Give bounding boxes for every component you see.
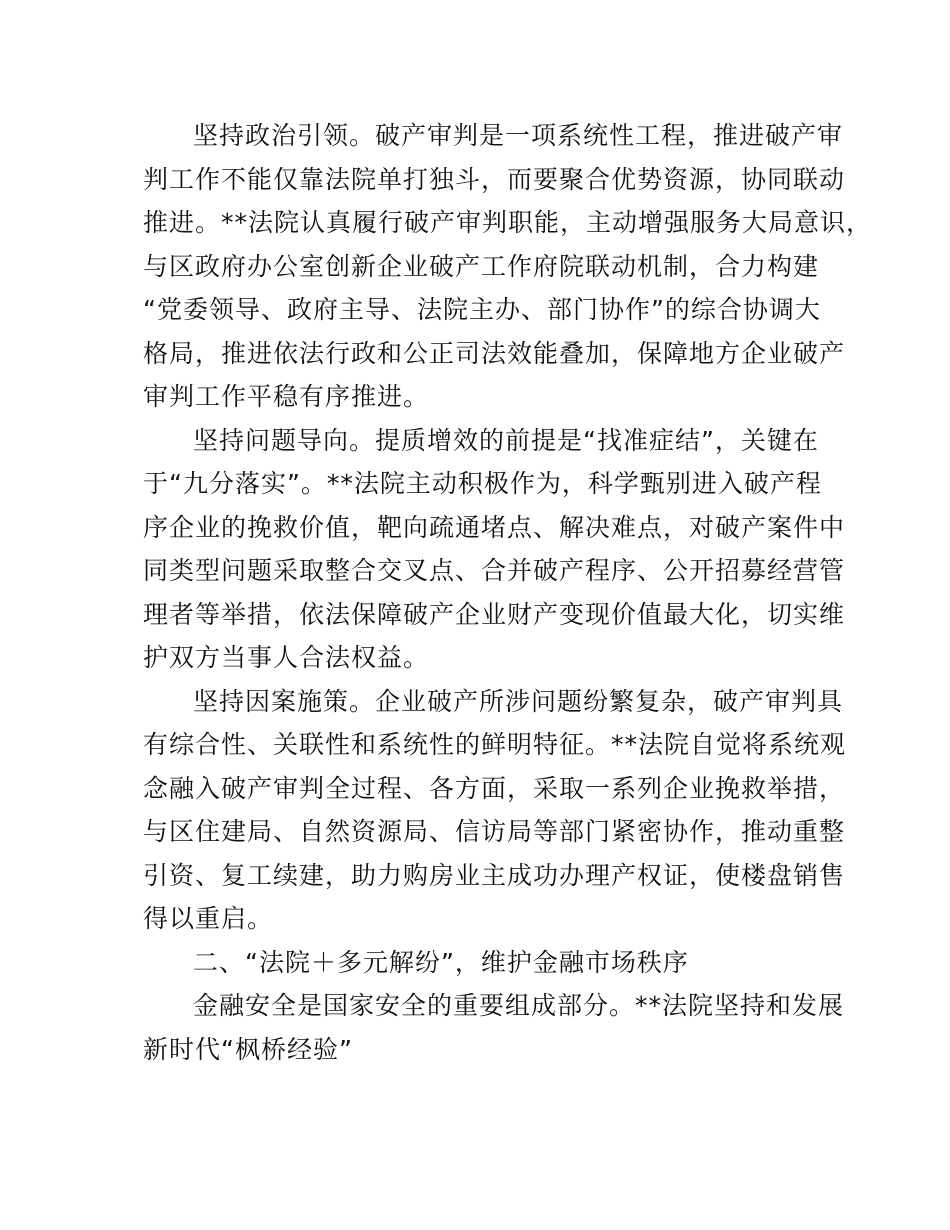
text-line: 坚持政治引领。破产审判是一项系统性工程，推进破产审 (193, 121, 844, 150)
text-line: “党委领导、政府主导、法院主办、部门协作”的综合协调大 (143, 295, 821, 324)
text-line: 念融入破产审判全过程、各方面，采取一系列企业挽救举措， (143, 773, 846, 803)
text-line: 审判工作平稳有序推进。 (143, 382, 430, 411)
paragraph-problem-orientation (143, 419, 846, 680)
paragraph-financial-security (143, 984, 845, 1071)
section-heading-text: 二、“法院＋多元解纷”，维护金融市场秩序 (193, 947, 689, 977)
paragraph-case-specific-policy (143, 680, 847, 941)
text-line: 坚持问题导向。提质增效的前提是“找准症结”，关键在 (193, 425, 819, 455)
text-line: 引资、复工续建，助力购房业主成功办理产权证，使楼盘销售 (143, 860, 846, 890)
text-line: 判工作不能仅靠法院单打独斗，而要聚合优势资源，协同联动 (143, 164, 846, 194)
text-line: 推进。**法院认真履行破产审判职能，主动增强服务大局意识， (143, 208, 873, 237)
text-line: 金融安全是国家安全的重要组成部分。**法院坚持和发展 (193, 991, 845, 1020)
document-body (143, 114, 873, 1071)
text-line: 护双方当事人合法权益。 (143, 643, 430, 672)
text-line: 于“九分落实”。**法院主动积极作为，科学甄别进入破产程 (143, 469, 822, 498)
text-line: 坚持因案施策。企业破产所涉问题纷繁复杂，破产审判具 (193, 686, 844, 716)
text-line: 得以重启。 (143, 904, 274, 933)
text-line: 格局，推进依法行政和公正司法效能叠加，保障地方企业破产 (143, 338, 846, 368)
text-line: 新时代“枫桥经验” (143, 1034, 353, 1064)
text-line: 同类型问题采取整合交叉点、合并破产程序、公开招募经营管 (143, 556, 846, 585)
section-heading (143, 941, 823, 985)
text-line: 有综合性、关联性和系统性的鲜明特征。**法院自觉将系统观 (143, 730, 847, 759)
paragraph-political-leadership (143, 114, 873, 419)
text-line: 与区住建局、自然资源局、信访局等部门紧密协作，推动重整 (143, 817, 846, 846)
text-line: 理者等举措，依法保障破产企业财产变现价值最大化，切实维 (143, 599, 846, 629)
text-line: 与区政府办公室创新企业破产工作府院联动机制，合力构建 (143, 251, 820, 281)
text-line: 序企业的挽救价值，靶向疏通堵点、解决难点，对破产案件中 (143, 512, 846, 542)
